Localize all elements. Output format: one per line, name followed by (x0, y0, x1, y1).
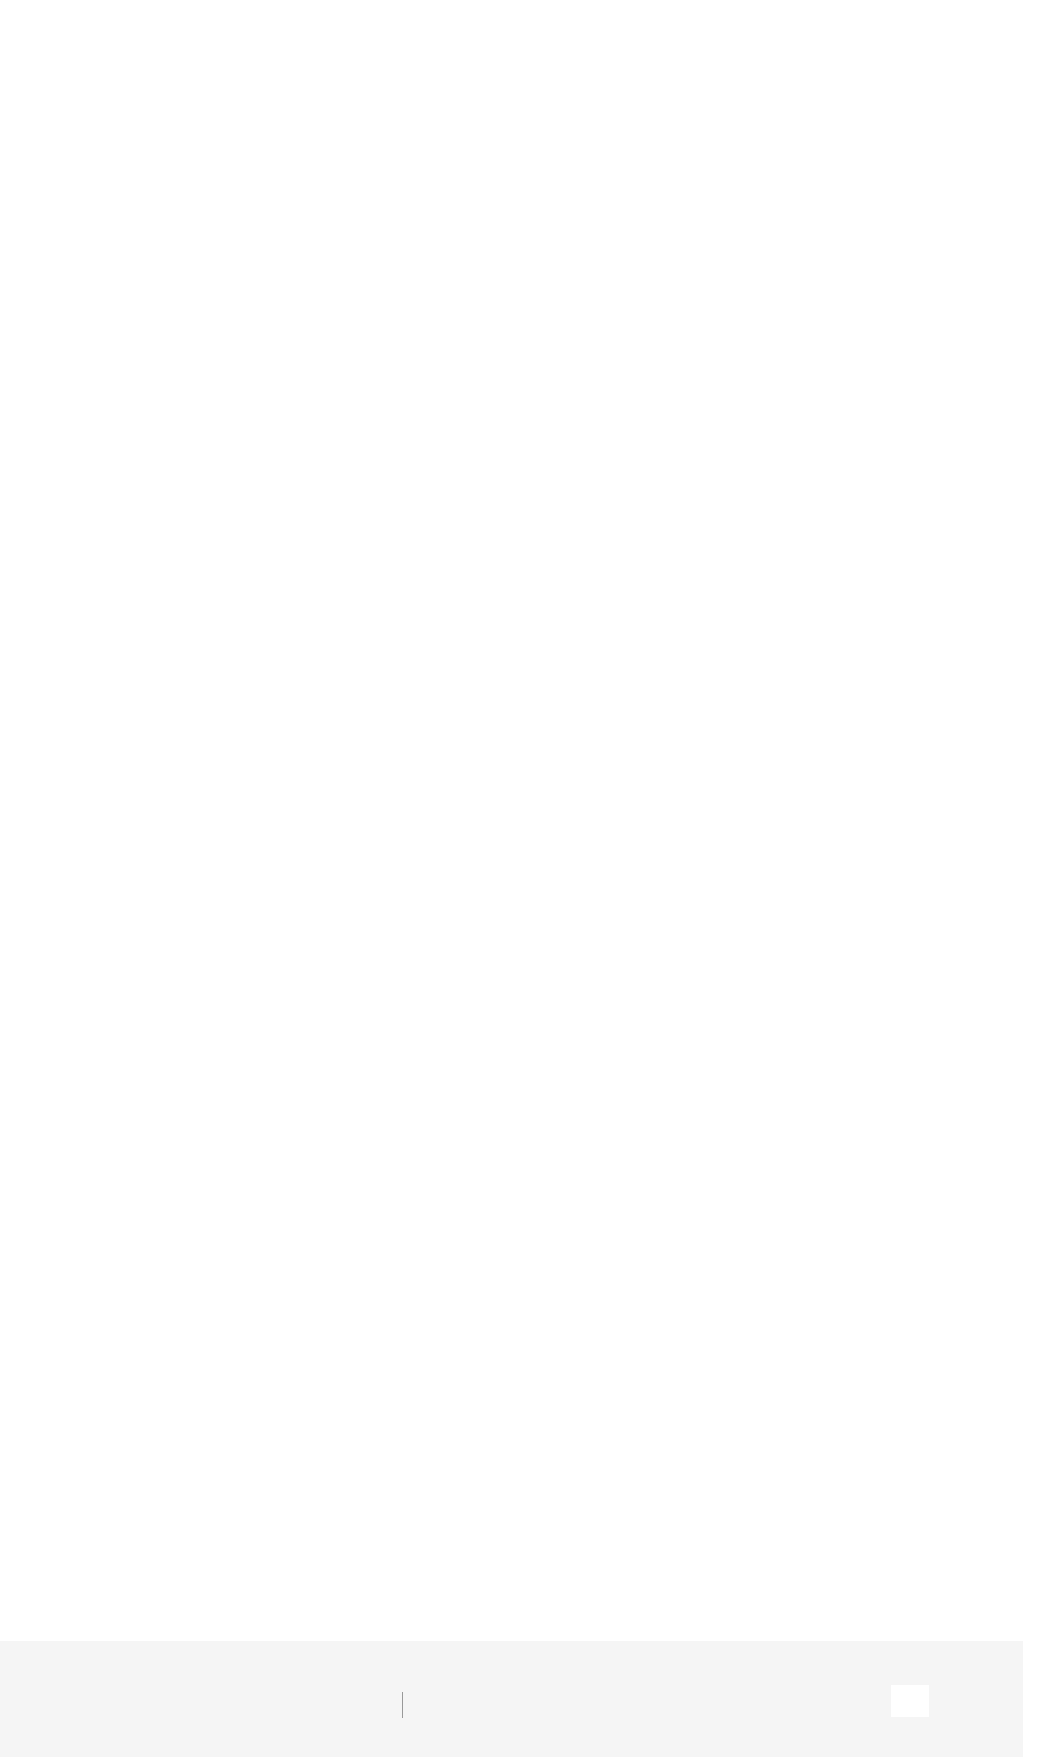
logo-divider (402, 1692, 403, 1718)
schneider-logo (395, 1690, 410, 1720)
page-footer (0, 1641, 1023, 1757)
page-number (891, 1685, 929, 1717)
